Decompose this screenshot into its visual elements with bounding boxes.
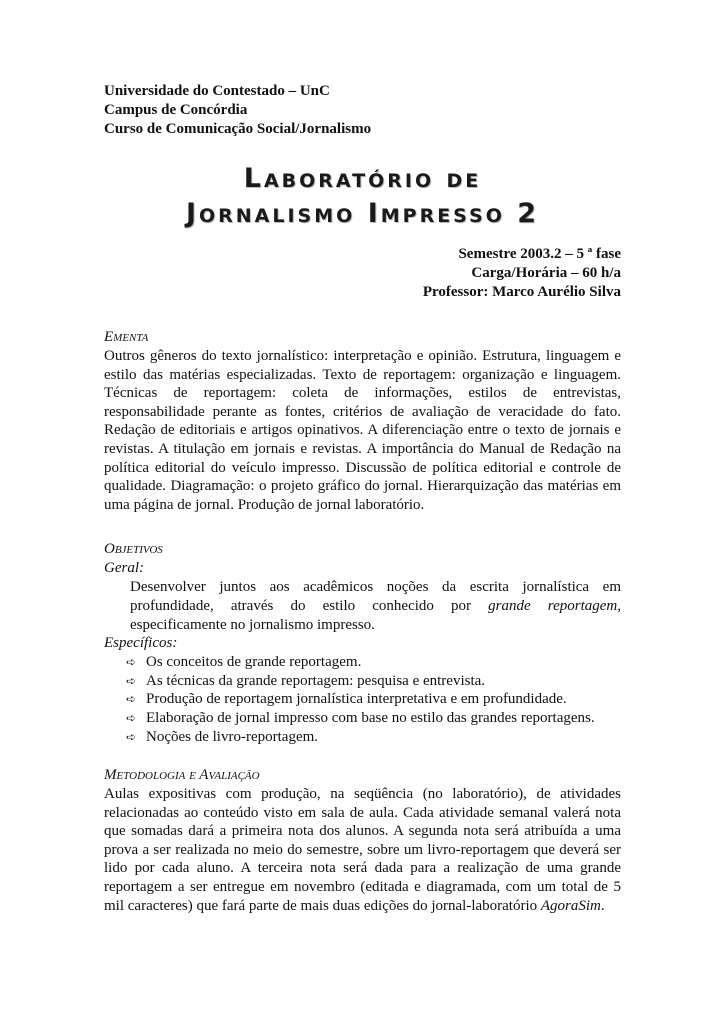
metodologia-text-before: Aulas expositivas com produção, na seqüência (no laboratório), de atividades relacionadas ao conteúdo visto em sala de aula. Cada atividade semanal valerá nota que somadas dará a primeira nota dos alunos. A segunda nota será atribuída a uma prova a ser realizada no meio do semestre, sobre um livro-reportagem que deverá ser lido por cada aluno. A terceira nota será dada para a realização de uma grande reportagem a ser entregue em novembro (editada e diagramada, com um total de 5 mil caracteres) que fará parte de mais duas edições do jornal-laboratório bbox=[104, 786, 621, 914]
list-item bbox=[126, 672, 621, 691]
metodologia-text-after: . bbox=[600, 897, 605, 914]
arrow-bullet-icon: ➪ bbox=[126, 655, 137, 670]
arrow-bullet-icon: ➪ bbox=[126, 673, 137, 688]
metodologia-text-emphasis: AgoraSim bbox=[540, 897, 601, 914]
arrow-bullet-icon: ➪ bbox=[126, 710, 137, 725]
geral-label: Geral: bbox=[104, 560, 144, 577]
ementa-text: Outros gêneros do texto jornalístico: interpretação e opinião. Estrutura, linguagem e estilo das matérias especializadas. Texto de reportagem: organização e linguagem. Técnicas de reportagem: coleta de informações, estilos de entrevistas, responsabilidade perante as fontes, critérios de avaliação de veracidade do fato. Redação de editoriais e artigos opinativos. A diferenciação entre o texto de jornais e revistas. A titulação em jornais e revistas. A importância do Manual de Redação na política editorial do veículo impresso. Discussão de política editorial e controle de qualidade. Diagramação: o projeto gráfico do jornal. Hierarquização das matérias em uma página de jornal. Produção de jornal laboratório. bbox=[104, 348, 621, 513]
list-item-text: Produção de reportagem jornalística interpretativa e em profundidade. bbox=[146, 691, 567, 708]
course-name: Curso de Comunicação Social/Jornalismo bbox=[104, 121, 372, 137]
especificos-label: Específicos: bbox=[104, 635, 178, 652]
professor-info: Professor: Marco Aurélio Silva bbox=[422, 284, 621, 300]
geral-text-after: , especificamente no jornalismo impresso. bbox=[130, 597, 621, 633]
course-meta bbox=[104, 245, 621, 302]
geral-text-before: Desenvolver juntos aos acadêmicos noções da escrita jornalística em profundidade, através do estilo conhecido por bbox=[130, 579, 621, 614]
objetivos-heading: Objetivos bbox=[104, 541, 163, 558]
ementa-heading: Ementa bbox=[104, 329, 149, 345]
document-page bbox=[104, 82, 621, 915]
list-item-text: As técnicas da grande reportagem: pesquisa e entrevista. bbox=[146, 672, 486, 689]
university-name: Universidade do Contestado – UnC bbox=[104, 83, 330, 99]
title-line-1: Laboratório de bbox=[243, 163, 482, 194]
workload-info: Carga/Horária – 60 h/a bbox=[471, 265, 621, 281]
especificos-list bbox=[104, 653, 621, 746]
list-item bbox=[126, 653, 621, 672]
list-item bbox=[126, 709, 621, 728]
list-item bbox=[126, 728, 621, 747]
list-item-text: Noções de livro-reportagem. bbox=[146, 728, 319, 745]
list-item-text: Os conceitos de grande reportagem. bbox=[146, 654, 362, 671]
semester-info: Semestre 2003.2 – 5 ª fase bbox=[458, 246, 621, 262]
metodologia-heading: Metodologia e Avaliação bbox=[104, 767, 260, 784]
title-line-2: Jornalismo Impresso 2 bbox=[185, 198, 540, 229]
metodologia-text bbox=[104, 785, 621, 915]
geral-text bbox=[130, 578, 621, 634]
geral-text-emphasis: grande reportagem bbox=[488, 597, 618, 614]
list-item bbox=[126, 690, 621, 709]
list-item-text: Elaboração de jornal impresso com base no estilo das grandes reportagens. bbox=[146, 709, 595, 726]
campus-name: Campus de Concórdia bbox=[104, 102, 248, 118]
document-title bbox=[104, 161, 621, 231]
arrow-bullet-icon: ➪ bbox=[126, 729, 137, 744]
institution-header bbox=[104, 82, 621, 139]
arrow-bullet-icon: ➪ bbox=[126, 692, 137, 707]
